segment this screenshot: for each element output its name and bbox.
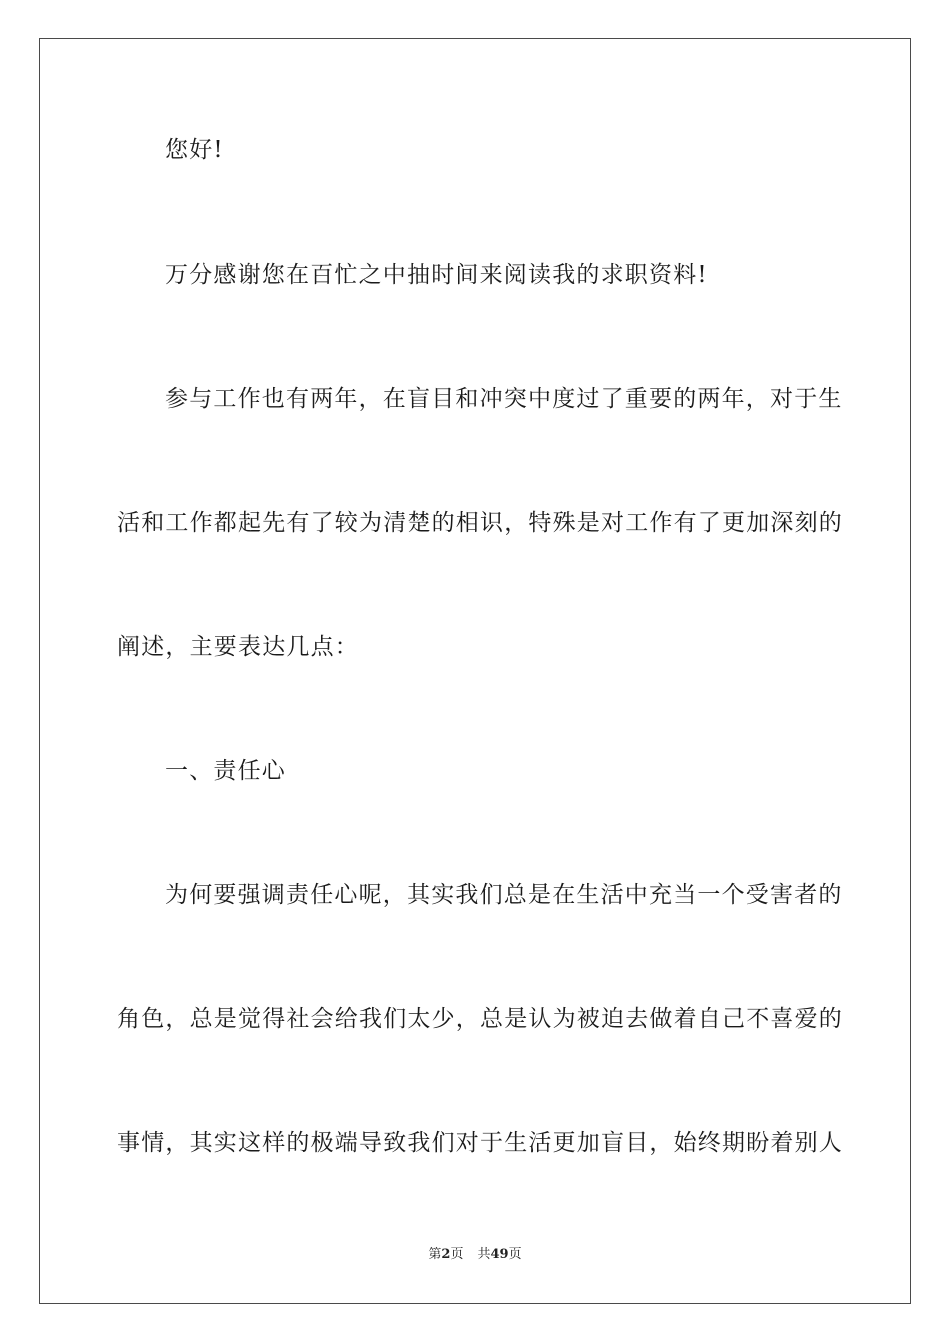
total-prefix: 共 [477, 1247, 491, 1262]
section-heading: 一、责任心 [165, 758, 286, 784]
total-pages: 49 [490, 1247, 509, 1262]
page-border [39, 38, 911, 1304]
greeting-line: 您好! [165, 137, 224, 163]
paragraph-1-line-1: 参与工作也有两年，在盲目和冲突中度过了重要的两年，对于生 [165, 386, 843, 412]
total-suffix: 页 [508, 1247, 522, 1262]
paragraph-1-line-3: 阐述，主要表达几点： [117, 634, 359, 660]
paragraph-2-line-3: 事情，其实这样的极端导致我们对于生活更加盲目，始终期盼着别人 [117, 1130, 843, 1156]
page-prefix: 第 [428, 1247, 442, 1262]
page-suffix: 页 [450, 1247, 464, 1262]
page-number: 2 [441, 1247, 451, 1262]
thanks-line: 万分感谢您在百忙之中抽时间来阅读我的求职资料! [165, 262, 708, 288]
paragraph-2-line-2: 角色，总是觉得社会给我们太少，总是认为被迫去做着自己不喜爱的 [117, 1006, 843, 1032]
page-footer [0, 1246, 950, 1264]
paragraph-1-line-2: 活和工作都起先有了较为清楚的相识，特殊是对工作有了更加深刻的 [117, 510, 843, 536]
paragraph-2-line-1: 为何要强调责任心呢，其实我们总是在生活中充当一个受害者的 [165, 882, 843, 908]
